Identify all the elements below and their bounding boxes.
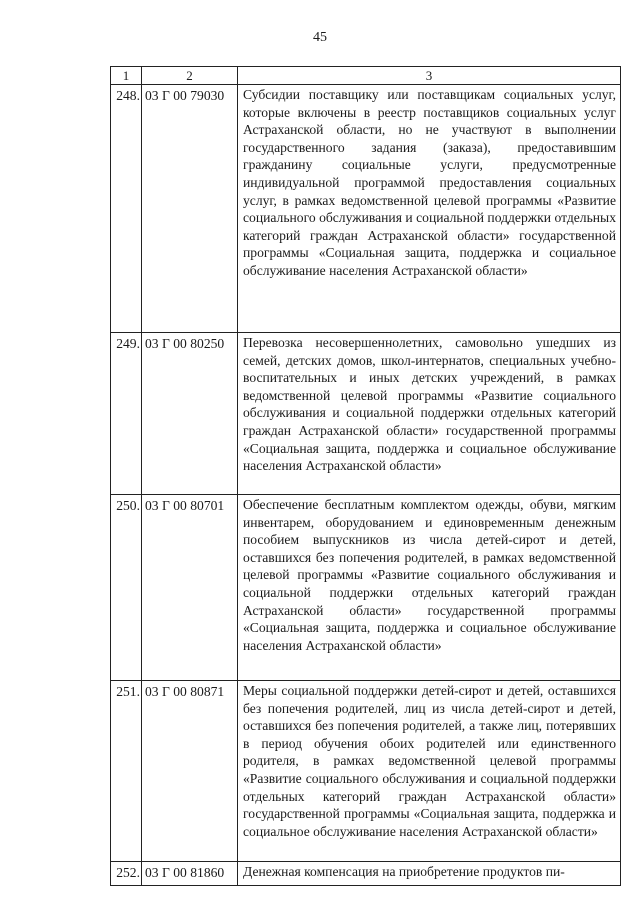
row-description: Субсидии поставщику или поставщикам социальных услуг, которые включены в реестр поставщиков социальных услуг Астраханской области, но не участвуют в выполнении государственного задания (заказа), предоставившим гражданину социальные услуги, предусмотренные индивидуальной программой предоставления социальных услуг, в рамках ведомственной целевой программы «Развитие социального обслуживания и социальной поддержки отдельных категорий граждан Астраханской области» государственной программы «Социальная защита, поддержка и социальное обслуживание населения Астраханской области» xyxy=(238,85,621,333)
row-description: Обеспечение бесплатным комплектом одежды, обуви, мягким инвентарем, оборудованием и единовременным денежным пособием выпускников из числа детей-сирот и детей, оставшихся без попечения родителей, в рамках ведомственной целевой программы «Развитие социального обслуживания и социальной поддержки отдельных категорий граждан Астраханской области» государственной программы «Социальная защита, поддержка и социальное обслуживание населения Астраханской области» xyxy=(238,495,621,681)
row-description: Денежная компенсация на приобретение продуктов пи- xyxy=(238,862,621,886)
row-code: 03 Г 00 80871 xyxy=(142,681,238,862)
row-code: 03 Г 00 79030 xyxy=(142,85,238,333)
row-number: 248. xyxy=(111,85,142,333)
table-row xyxy=(111,333,621,495)
table-row xyxy=(111,85,621,333)
budget-classification-table xyxy=(110,66,621,886)
row-number: 251. xyxy=(111,681,142,862)
row-number: 250. xyxy=(111,495,142,681)
row-description: Меры социальной поддержки детей-сирот и детей, оставшихся без попечения родителей, лиц из числа детей-сирот и детей, оставшихся без попечения родителей, а также лиц, потерявших в период обучения обоих родителей или единственного родителя, в рамках ведомственной целевой программы «Развитие социального обслуживания и социальной поддержки отдельных категорий граждан Астраханской области» государственной программы «Социальная защита, поддержка и социальное обслуживание населения Астраханской области» xyxy=(238,681,621,862)
column-header-3: 3 xyxy=(238,67,621,85)
column-header-2: 2 xyxy=(142,67,238,85)
table-header-row xyxy=(111,67,621,85)
table-row xyxy=(111,681,621,862)
row-number: 249. xyxy=(111,333,142,495)
row-code: 03 Г 00 81860 xyxy=(142,862,238,886)
page-number: 45 xyxy=(313,30,327,45)
table-row xyxy=(111,495,621,681)
row-description: Перевозка несовершеннолетних, самовольно ушедших из семей, детских домов, школ-интернатов, специальных учебно-воспитательных и иных детских учреждений, в рамках ведомственной целевой программы «Развитие социального обслуживания и социальной поддержки отдельных категорий граждан Астраханской области» государственной программы «Социальная защита, поддержка и социальное обслуживание населения Астраханской области» xyxy=(238,333,621,495)
table-row xyxy=(111,862,621,886)
row-code: 03 Г 00 80701 xyxy=(142,495,238,681)
column-header-1: 1 xyxy=(111,67,142,85)
row-number: 252. xyxy=(111,862,142,886)
row-code: 03 Г 00 80250 xyxy=(142,333,238,495)
